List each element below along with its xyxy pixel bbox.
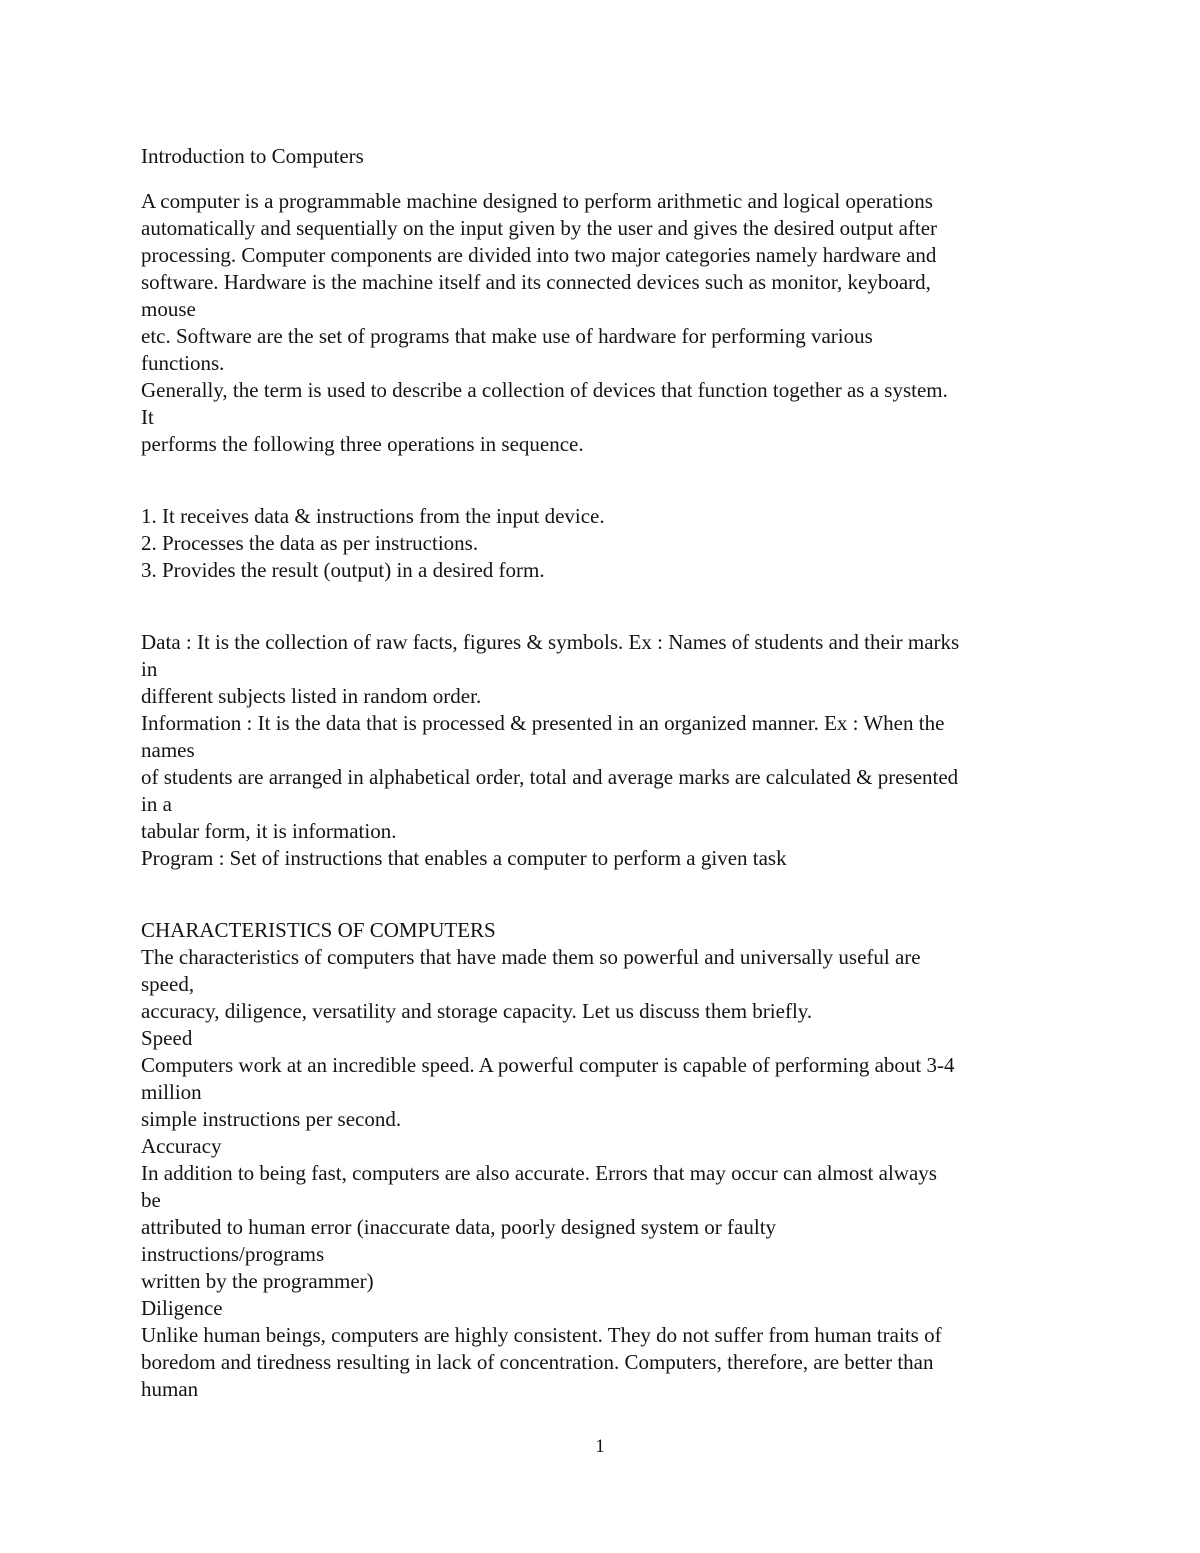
characteristics-line: simple instructions per second. <box>141 1107 402 1131</box>
intro-line: etc. Software are the set of programs that make use of hardware for performing various <box>141 324 873 348</box>
spacer <box>141 872 1081 917</box>
intro-line: mouse <box>141 297 196 321</box>
definition-line: of students are arranged in alphabetical order, total and average marks are calculated & presented <box>141 765 959 789</box>
definition-line: Program : Set of instructions that enables a computer to perform a given task <box>141 846 787 870</box>
intro-line: It <box>141 405 154 429</box>
section-heading: CHARACTERISTICS OF COMPUTERS <box>141 918 496 942</box>
characteristics-line: Unlike human beings, computers are highly consistent. They do not suffer from human traits of <box>141 1323 942 1347</box>
characteristics-line: written by the programmer) <box>141 1269 374 1293</box>
spacer <box>141 458 1081 503</box>
intro-line: Generally, the term is used to describe a collection of devices that function together as a system. <box>141 378 948 402</box>
page-number: 1 <box>595 1436 605 1457</box>
characteristics-line: The characteristics of computers that have made them so powerful and universally useful are <box>141 945 921 969</box>
operations-list <box>141 503 1081 584</box>
characteristics-line: human <box>141 1377 199 1401</box>
definition-line: in <box>141 657 158 681</box>
characteristics-line: Diligence <box>141 1296 223 1320</box>
definition-line: Information : It is the data that is processed & presented in an organized manner. Ex : When the <box>141 711 945 735</box>
characteristics-line: instructions/programs <box>141 1242 325 1266</box>
characteristics-paragraph <box>141 944 1081 1403</box>
spacer <box>141 170 1081 188</box>
characteristics-line: boredom and tiredness resulting in lack of concentration. Computers, therefore, are better than <box>141 1350 934 1374</box>
characteristics-line: In addition to being fast, computers are also accurate. Errors that may occur can almost always <box>141 1161 937 1185</box>
spacer <box>141 584 1081 629</box>
definition-line: names <box>141 738 195 762</box>
characteristics-line: speed, <box>141 972 195 996</box>
intro-line: processing. Computer components are divided into two major categories namely hardware and <box>141 243 937 267</box>
characteristics-line: Speed <box>141 1026 193 1050</box>
intro-line: functions. <box>141 351 225 375</box>
characteristics-line: Computers work at an incredible speed. A powerful computer is capable of performing about 3-4 <box>141 1053 955 1077</box>
intro-paragraph <box>141 188 1081 458</box>
definition-line: in a <box>141 792 172 816</box>
characteristics-line: million <box>141 1080 202 1104</box>
characteristics-line: Accuracy <box>141 1134 222 1158</box>
operation-item: 2. Processes the data as per instructions. <box>141 531 479 555</box>
intro-line: A computer is a programmable machine designed to perform arithmetic and logical operations <box>141 189 933 213</box>
definitions-paragraph <box>141 629 1081 872</box>
operation-item: 1. It receives data & instructions from the input device. <box>141 504 605 528</box>
definition-line: Data : It is the collection of raw facts, figures & symbols. Ex : Names of students and their marks <box>141 630 960 654</box>
characteristics-line: attributed to human error (inaccurate data, poorly designed system or faulty <box>141 1215 777 1239</box>
definition-line: tabular form, it is information. <box>141 819 397 843</box>
operation-item: 3. Provides the result (output) in a desired form. <box>141 558 545 582</box>
intro-line: performs the following three operations in sequence. <box>141 432 584 456</box>
characteristics-line: be <box>141 1188 161 1212</box>
intro-line: automatically and sequentially on the input given by the user and gives the desired output after <box>141 216 938 240</box>
document-body <box>141 143 1081 1403</box>
intro-line: software. Hardware is the machine itself and its connected devices such as monitor, keyboard, <box>141 270 931 294</box>
document-title: Introduction to Computers <box>141 144 364 168</box>
characteristics-line: accuracy, diligence, versatility and storage capacity. Let us discuss them briefly. <box>141 999 813 1023</box>
definition-line: different subjects listed in random order. <box>141 684 482 708</box>
